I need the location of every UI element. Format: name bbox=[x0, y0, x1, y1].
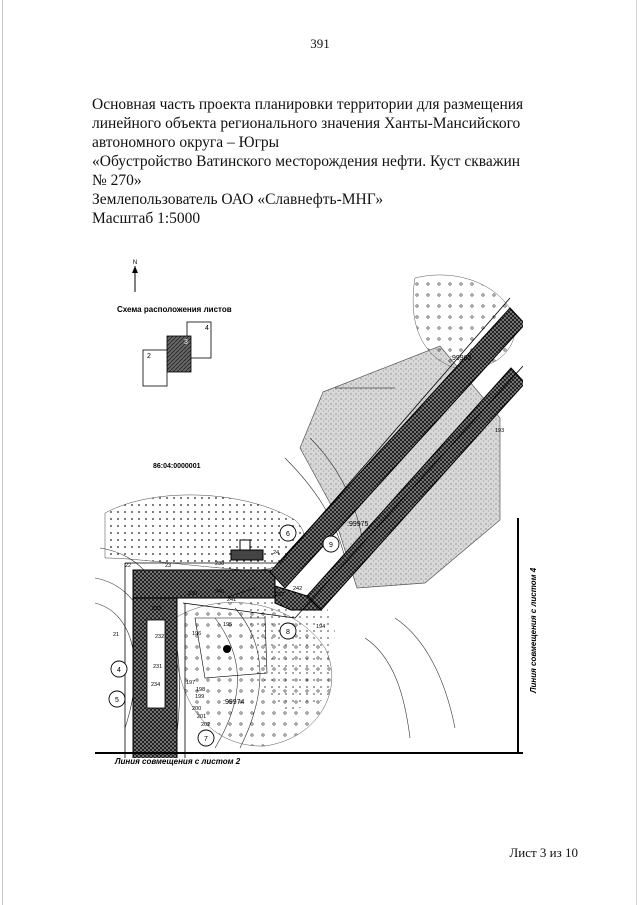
point-label: 23 bbox=[165, 563, 172, 569]
point-label: 239 bbox=[188, 591, 198, 597]
scan-edge-right bbox=[636, 0, 637, 905]
road-connection bbox=[133, 570, 275, 598]
cadastral-quarter-label: 86:04:0000001 bbox=[153, 463, 201, 470]
circle-marker-label: 6 bbox=[286, 531, 290, 538]
alignment-label-right: Линия совмещения с листом 4 bbox=[529, 567, 538, 693]
alignment-label-bottom: Линия совмещения с листом 2 bbox=[115, 757, 241, 766]
point-label: 22 bbox=[125, 563, 132, 569]
point-label: 196 bbox=[192, 631, 202, 637]
point-label: 200 bbox=[192, 706, 202, 712]
sheet-counter: Лист 3 из 10 bbox=[509, 845, 578, 860]
parcel-label: :99962 bbox=[450, 355, 472, 362]
point-label: 240 bbox=[215, 589, 225, 595]
point-label: 231 bbox=[153, 664, 163, 670]
point-label: 234 bbox=[151, 682, 161, 688]
title-line: «Обустройство Ватинского месторождения нефти. Куст скважин bbox=[92, 153, 521, 170]
point-label: 199 bbox=[195, 694, 205, 700]
map-frame bbox=[95, 258, 538, 766]
point-label: 21 bbox=[113, 632, 120, 638]
sheet-scheme-title: Схема расположения листов bbox=[117, 305, 232, 314]
title-line: Основная часть проекта планировки территории для размещения bbox=[92, 96, 524, 113]
circle-marker-label: 5 bbox=[115, 697, 119, 704]
point-label: 194 bbox=[316, 624, 326, 630]
title-line: линейного объекта регионального значения Ханты-Мансийского bbox=[92, 115, 521, 132]
plan-map bbox=[95, 258, 538, 778]
point-label: 201 bbox=[197, 714, 207, 720]
circle-marker-label: 7 bbox=[204, 736, 208, 743]
point-label: 237 bbox=[275, 592, 285, 598]
parcel-label: :99974 bbox=[223, 699, 245, 706]
point-label: 202 bbox=[201, 722, 211, 728]
title-line: Землепользователь ОАО «Славнефть-МНГ» bbox=[92, 191, 384, 208]
point-label: 195 bbox=[223, 622, 233, 628]
north-arrow bbox=[132, 260, 138, 292]
point-label: 232 bbox=[155, 634, 165, 640]
parcel-label: :99975 bbox=[347, 521, 369, 528]
vegetation-area bbox=[105, 495, 304, 570]
point-label: 233 bbox=[152, 606, 162, 612]
road-west bbox=[133, 570, 177, 770]
title-line: № 270» bbox=[92, 172, 142, 189]
point-label: 24 bbox=[273, 550, 280, 556]
point-label: 198 bbox=[196, 687, 206, 693]
title-block bbox=[92, 95, 532, 228]
sheet-3-label: 3 bbox=[184, 339, 188, 346]
scan-edge-left bbox=[2, 0, 3, 905]
point-label: 238 bbox=[215, 561, 225, 567]
title-line: автономного округа – Югры bbox=[92, 134, 280, 151]
north-arrow-label: N bbox=[132, 260, 138, 266]
sheet-4-label: 4 bbox=[205, 325, 209, 332]
page-number: 391 bbox=[310, 36, 330, 51]
point-label: 197 bbox=[186, 680, 196, 686]
circle-marker-label: 8 bbox=[286, 629, 290, 636]
sheet-2-label: 2 bbox=[147, 353, 151, 360]
circle-marker-label: 4 bbox=[117, 667, 121, 674]
point-label: 193 bbox=[495, 428, 505, 434]
point-label: 242 bbox=[293, 586, 303, 592]
sheet-layout-scheme bbox=[117, 305, 232, 386]
circle-marker-label: 9 bbox=[329, 542, 333, 549]
title-line: Масштаб 1:5000 bbox=[92, 210, 201, 227]
point-label: 241 bbox=[227, 597, 237, 603]
